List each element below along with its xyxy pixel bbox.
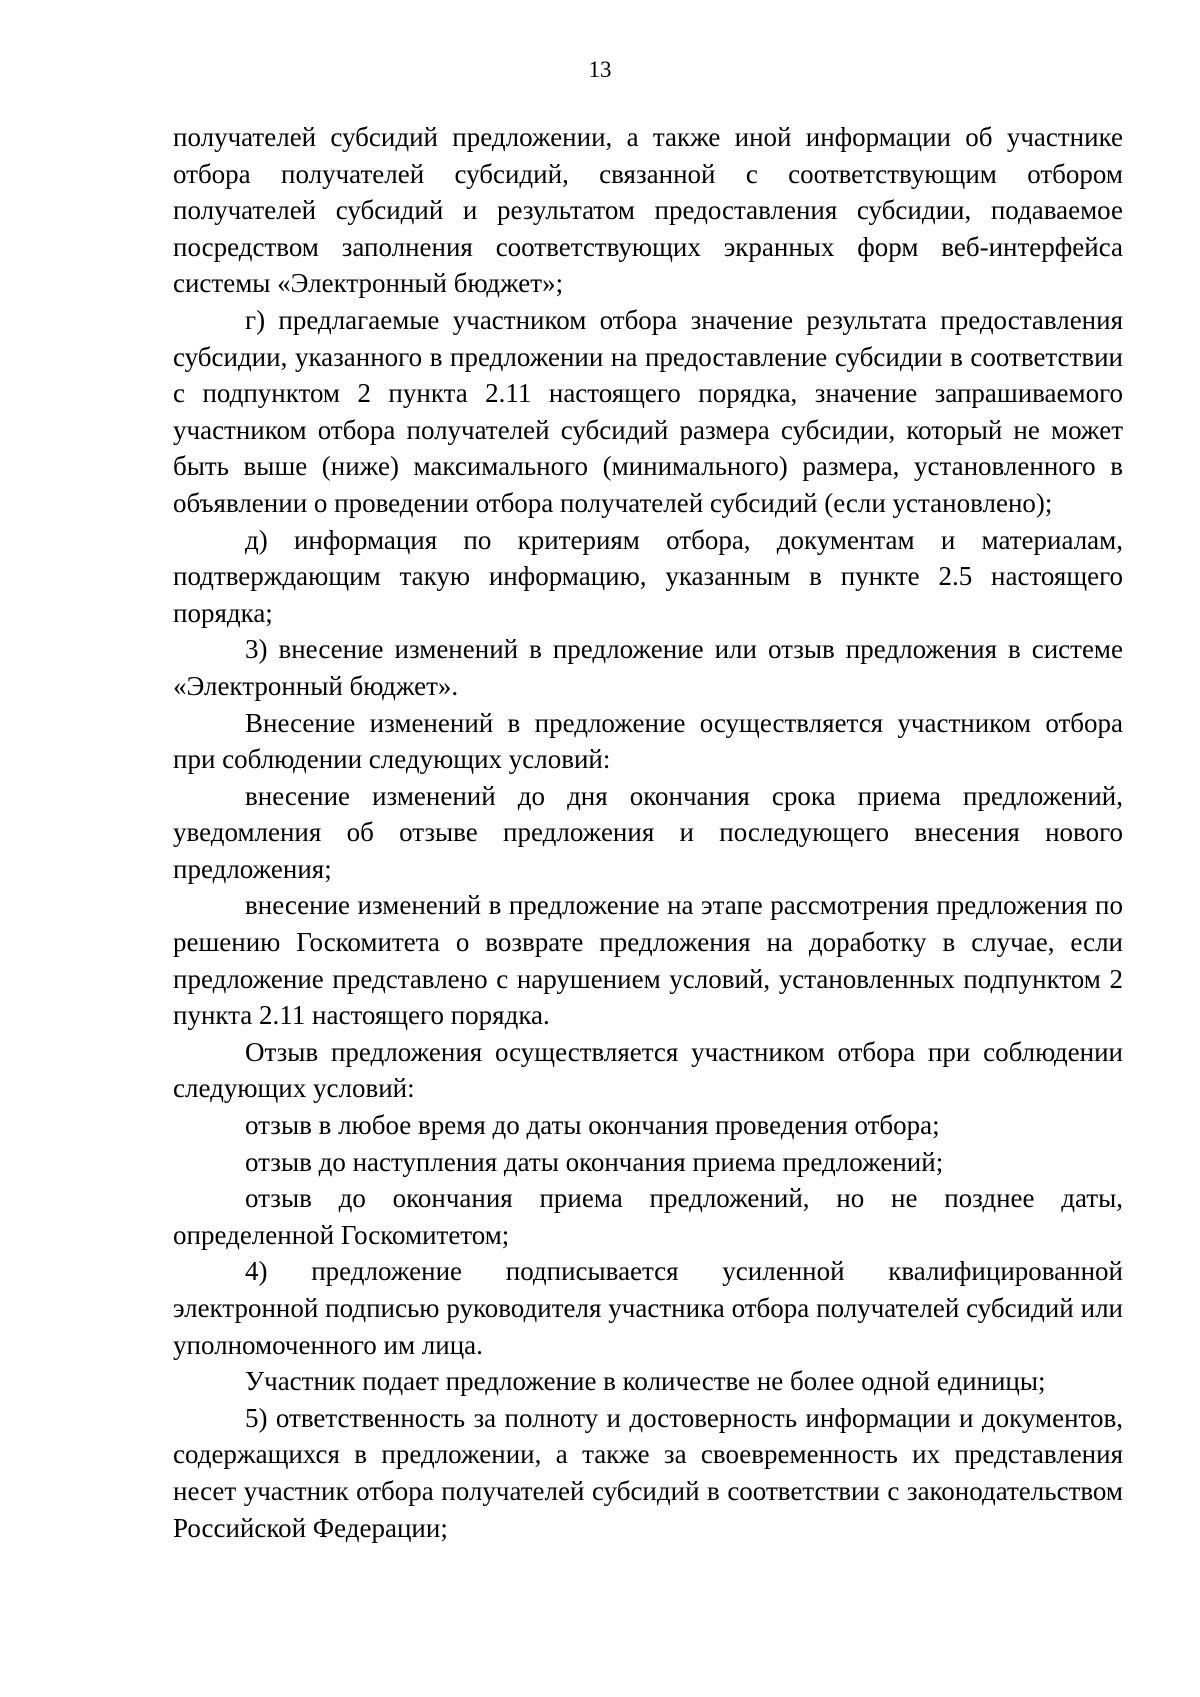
paragraph-item-4: 4) предложение подписывается усиленной квалифицированной электронной подписью руководителя участника отбора получателей субсидий или уполномоченного им лица.	[173, 1256, 1123, 1360]
paragraph-withdrawal-condition-1: отзыв в любое время до даты окончания проведения отбора;	[245, 1110, 940, 1141]
paragraph-item-3: 3) внесение изменений в предложение или отзыв предложения в системе «Электронный бюджет».	[173, 634, 1123, 701]
paragraph-changes-intro: Внесение изменений в предложение осуществляется участником отбора при соблюдении следующих условий:	[173, 707, 1123, 775]
paragraph-changes-condition-1: внесение изменений до дня окончания срока приема предложений, уведомления об отзыве предложения и последующего внесения нового предложения;	[173, 780, 1123, 884]
paragraph-continuation: получателей субсидий предложении, а также иной информации об участнике отбора получателей субсидий, связанной с соответствующим отбором получателей субсидий и результатом предоставления субсидии, подаваемое посредством заполнения соответствующих экранных форм веб-интерфейса системы «Электронный бюджет»;	[173, 122, 1123, 299]
paragraph-withdrawal-intro: Отзыв предложения осуществляется участником отбора при соблюдении следующих условий:	[173, 1036, 1123, 1104]
document-body	[173, 119, 1123, 1546]
paragraph-item-d: д) информация по критериям отбора, документам и материалам, подтверждающим такую информацию, указанным в пункте 2.5 настоящего порядка;	[173, 524, 1123, 628]
page-number: 13	[588, 57, 612, 82]
paragraph-item-g: г) предлагаемые участником отбора значение результата предоставления субсидии, указанного в предложении на предоставление субсидии в соответствии с подпунктом 2 пункта 2.11 настоящего порядка, значение запрашиваемого участником отбора получателей субсидий размера субсидии, который не может быть выше (ниже) максимального (минимального) размера, установленного в объявлении о проведении отбора получателей субсидий (если установлено);	[173, 304, 1123, 518]
paragraph-withdrawal-condition-3: отзыв до окончания приема предложений, но не позднее даты, определенной Госкомитетом;	[173, 1183, 1123, 1250]
paragraph-single-proposal: Участник подает предложение в количестве не более одной единицы;	[245, 1366, 1046, 1397]
paragraph-withdrawal-condition-2: отзыв до наступления даты окончания приема предложений;	[245, 1146, 944, 1177]
paragraph-item-5: 5) ответственность за полноту и достоверность информации и документов, содержащихся в предложении, а также за своевременность их представления несет участник отбора получателей субсидий в соответствии с законодательством Российской Федерации;	[173, 1402, 1123, 1543]
paragraph-changes-condition-2: внесение изменений в предложение на этапе рассмотрения предложения по решению Госкомитета о возврате предложения на доработку в случае, если предложение представлено с нарушением условий, установленных подпунктом 2 пункта 2.11 настоящего порядка.	[173, 890, 1123, 1031]
